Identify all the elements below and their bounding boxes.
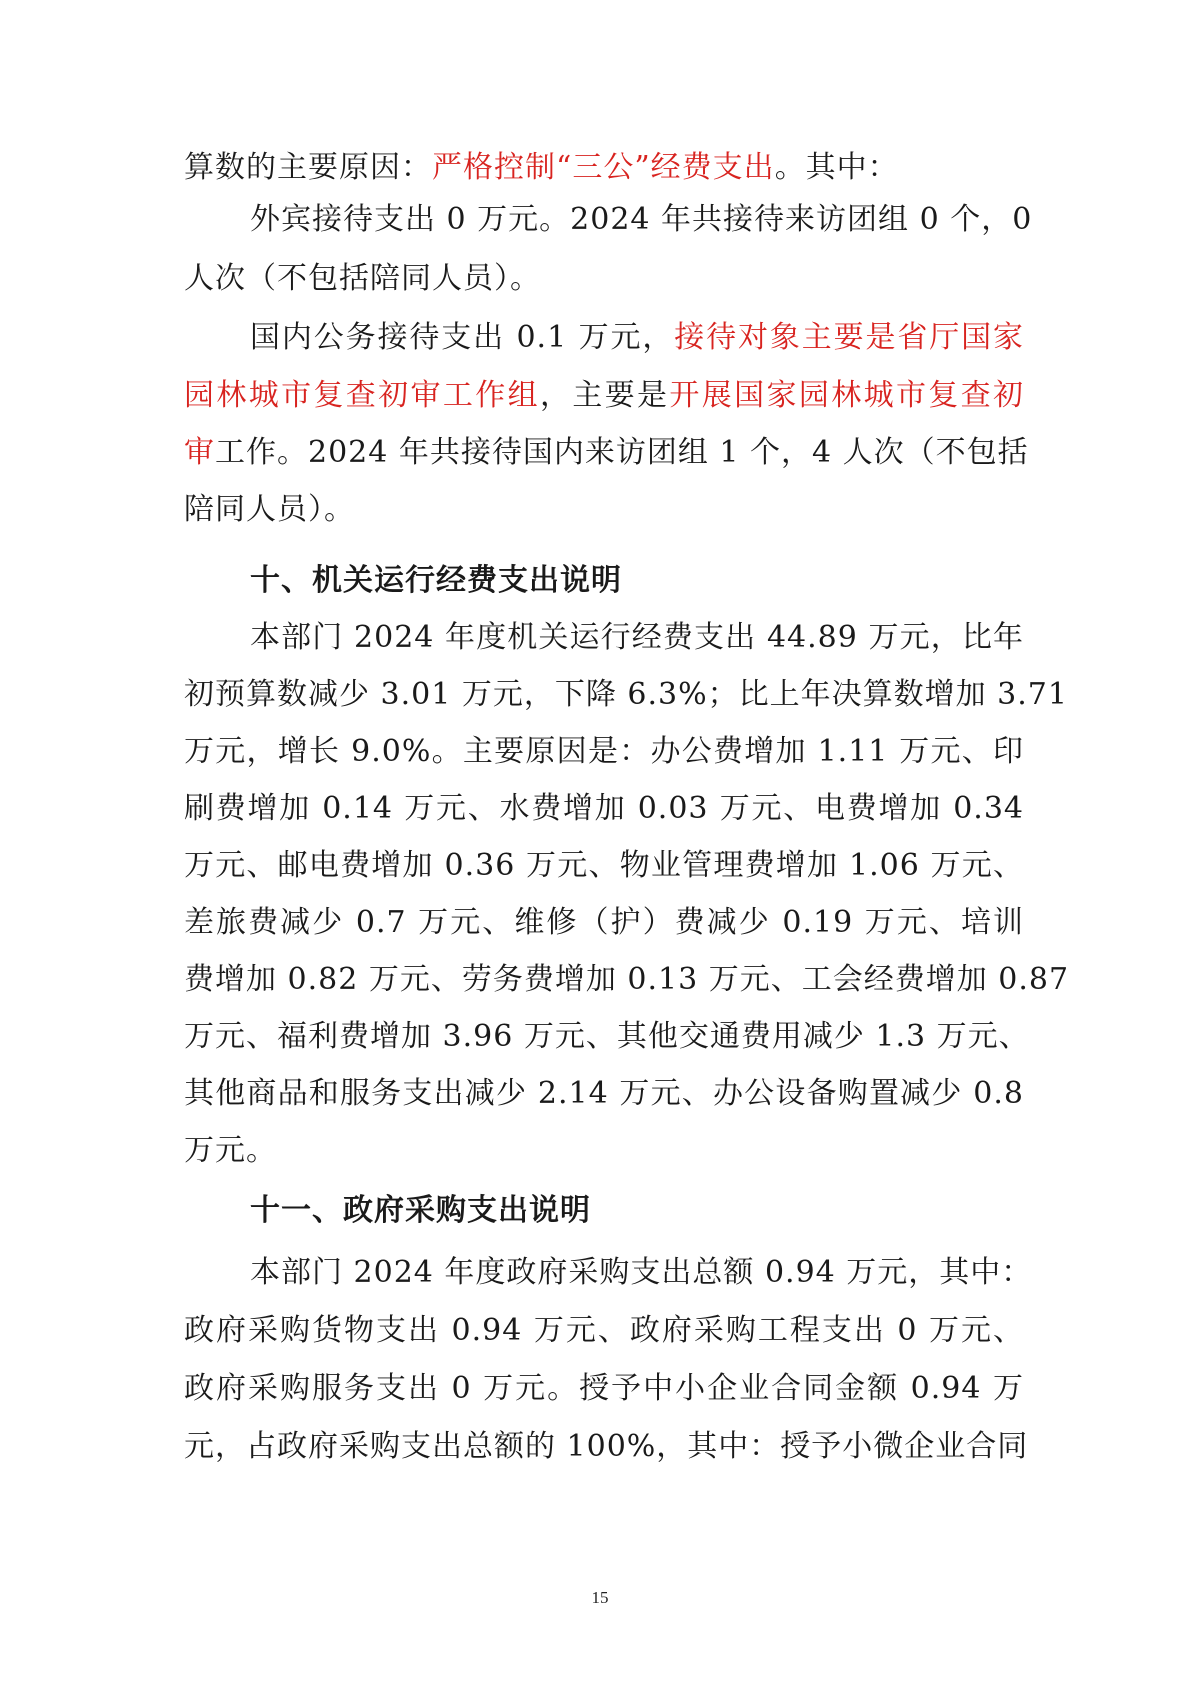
highlighted-text: 园林城市复查初审工作组	[184, 378, 540, 413]
text-run: 。其中：	[774, 150, 899, 185]
paragraph-line: 政府采购货物支出 0.94 万元、政府采购工程支出 0 万元、	[184, 1313, 1024, 1348]
text-run: ，主要是	[539, 378, 670, 413]
paragraph-line	[184, 378, 1024, 414]
highlighted-text: 接待对象主要是省厅国家	[674, 320, 1024, 355]
paragraph-line: 万元。	[184, 1133, 277, 1168]
highlighted-text: 严格控制“三公”经费支出	[432, 150, 775, 185]
paragraph-line: 万元，增长 9.0%。主要原因是：办公费增加 1.11 万元、印	[184, 734, 1024, 769]
page-number: 15	[591, 1588, 609, 1607]
section-heading: 十一、政府采购支出说明	[250, 1193, 591, 1228]
paragraph-line: 刷费增加 0.14 万元、水费增加 0.03 万元、电费增加 0.34	[184, 791, 1024, 826]
paragraph-line: 本部门 2024 年度机关运行经费支出 44.89 万元，比年	[250, 620, 1024, 655]
paragraph-line: 外宾接待支出 0 万元。2024 年共接待来访团组 0 个，0	[250, 202, 1033, 237]
section-heading: 十、机关运行经费支出说明	[250, 563, 622, 598]
paragraph-line: 元，占政府采购支出总额的 100%，其中：授予小微企业合同	[184, 1429, 1029, 1464]
paragraph-line: 初预算数减少 3.01 万元，下降 6.3%；比上年决算数增加 3.71	[184, 677, 1068, 712]
text-run: 算数的主要原因：	[184, 150, 432, 185]
highlighted-text: 审	[184, 435, 215, 470]
text-run: 国内公务接待支出 0.1 万元，	[250, 320, 675, 355]
paragraph-line: 政府采购服务支出 0 万元。授予中小企业合同金额 0.94 万	[184, 1371, 1024, 1406]
paragraph-line	[184, 435, 1029, 471]
highlighted-text: 开展国家园林城市复查初	[669, 378, 1025, 413]
paragraph-line: 费增加 0.82 万元、劳务费增加 0.13 万元、工会经费增加 0.87	[184, 962, 1070, 997]
paragraph-line	[250, 320, 1024, 356]
paragraph-line: 人次（不包括陪同人员）。	[184, 261, 541, 296]
text-run: 工作。2024 年共接待国内来访团组 1 个，4 人次（不包括	[215, 435, 1029, 470]
paragraph-line: 万元、福利费增加 3.96 万元、其他交通费用减少 1.3 万元、	[184, 1019, 1030, 1054]
paragraph-line	[184, 150, 899, 186]
paragraph-line: 陪同人员）。	[184, 492, 355, 527]
paragraph-line: 万元、邮电费增加 0.36 万元、物业管理费增加 1.06 万元、	[184, 848, 1024, 883]
paragraph-line: 本部门 2024 年度政府采购支出总额 0.94 万元，其中：	[250, 1255, 1033, 1290]
paragraph-line: 其他商品和服务支出减少 2.14 万元、办公设备购置减少 0.8	[184, 1076, 1024, 1111]
paragraph-line: 差旅费减少 0.7 万元、维修（护）费减少 0.19 万元、培训	[184, 905, 1024, 940]
